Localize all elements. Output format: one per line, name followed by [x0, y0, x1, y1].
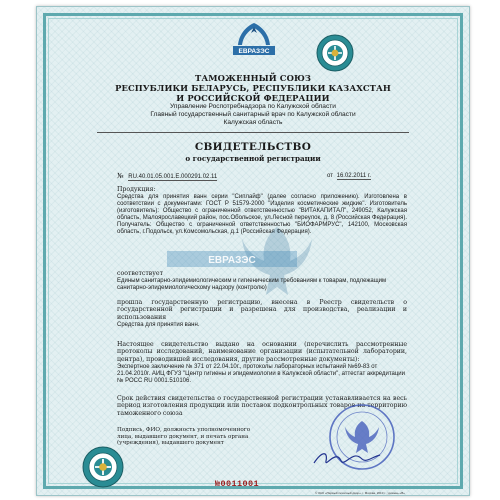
- basis-statement: Настоящее свидетельство выдано на основании (перечислить рассмотренные протоколы исследований, наименование организации (испытательной лаборатории, центра), проводившей исследования, другие рассмотренные документы):: [117, 341, 407, 363]
- complies-label: соответствует: [117, 270, 164, 277]
- serial-number: №0011001: [215, 479, 260, 489]
- product-label: Продукция:: [117, 186, 156, 193]
- watermark-text: ЕВРАЗЭС: [208, 255, 256, 266]
- complies-text: Единым санитарно-эпидемиологическим и гигиеническим требованиям к товарам, подлежащим санитарно-эпидемиологическому надзору (контролю): [117, 278, 387, 291]
- eurasec-watermark-banner: [167, 251, 297, 267]
- validity-statement: Срок действия свидетельства о государственной регистрации устанавливается на весь период изготовления продукции или поставок подконтрольных товаров на территорию таможенного союза: [117, 395, 407, 417]
- authority-line-1: Управление Роспотребнадзора по Калужской области: [170, 103, 336, 110]
- document-title: СВИДЕТЕЛЬСТВО: [194, 141, 312, 153]
- basis-documents: Экспертное заключение № 371 от 22.04.10г., протоколы лабораторных испытаний №69-83 от 21.04.2010г. АИЦ ФГУЗ "Центр гигиены и эпидемиологии в Калужской области", аттестат аккредитации № РОСС RU 0001.510106.: [117, 364, 405, 384]
- certificate-number: RU.40.01.05.001.Е.000291.02.11: [128, 174, 218, 180]
- registry-statement: прошла государственную регистрацию, внесена в Реестр свидетельств о государственной регистрации и разрешена для производства, реализации и использования: [117, 299, 407, 321]
- authority-line-2: Главный государственный санитарный врач по Калужской области: [150, 111, 356, 118]
- logo-text: ЕВРАЗЭС: [238, 48, 270, 55]
- union-line-3: И РОССИЙСКОЙ ФЕДЕРАЦИИ: [176, 93, 330, 103]
- customs-union-emblem-icon: [315, 33, 355, 73]
- date-label: от: [327, 173, 333, 179]
- customs-union-bottom-emblem-icon: [81, 445, 125, 489]
- signature-icon: [312, 447, 382, 469]
- eurasec-logo-icon: [229, 21, 279, 57]
- divider-line: [97, 132, 409, 133]
- certificate-date: 16.02.2011 г.: [336, 173, 371, 179]
- document-subtitle: о государственной регистрации: [185, 154, 321, 163]
- usage-text: Средства для принятия ванн.: [117, 322, 200, 328]
- number-label: №: [117, 172, 124, 180]
- product-description: Средства для принятия ванн серии "Сиплайф" (далее согласно приложению). Изготовлена в соответствии с документами: ГОСТ Р 51579-2000 "Изделия косметические жидкие". Изготовитель (изготовитель): Общество с ограниченной ответственностью "ВИТАКАПИТАЛ", 249052, Калужская область, Малоярославецкий район, пос.Обольское, ул.Лесной переулок, д. 8 (Российская Федерация). Получатель: Общество с ограниченной ответственностью "БИОФАРМРУС", 142100, Московская область, г.Подольск, ул.Комсомольская, д.1 (Российская Федерация).: [117, 194, 407, 235]
- authority-line-3: Калужская область: [223, 119, 283, 126]
- customs-union-heading: [37, 73, 469, 103]
- certificate-sheet: [36, 6, 470, 496]
- union-line-2: РЕСПУБЛИКИ БЕЛАРУСЬ, РЕСПУБЛИКИ КАЗАХСТАН: [115, 83, 391, 93]
- signatory-caption: Подпись, ФИО, должность уполномоченного лица, выдавшего документ, и печать органа (учреждения), выдавшего документ: [117, 427, 251, 447]
- certificate-date-row: [327, 173, 371, 180]
- union-line-1: ТАМОЖЕННЫЙ СОЮЗ: [195, 73, 311, 83]
- printer-footer: © ЗАО «Первый печатный двор», г. Москва, 2010 г., уровень «В»: [315, 491, 405, 495]
- issuing-authority: [37, 103, 469, 127]
- certificate-number-row: [117, 173, 217, 181]
